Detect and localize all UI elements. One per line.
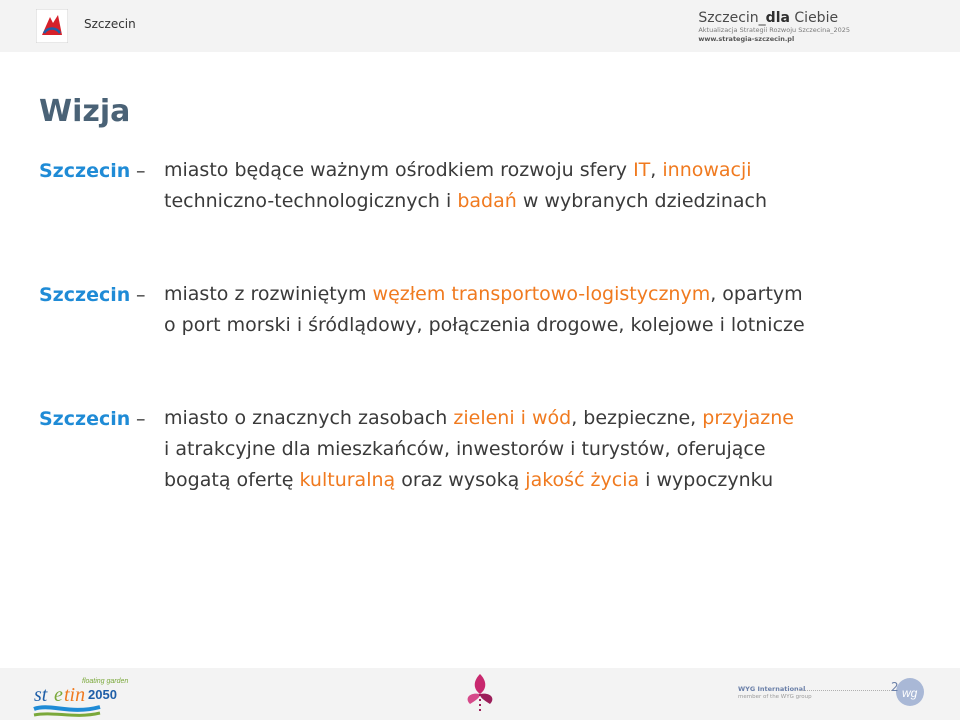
highlighted-keyword: badań	[457, 190, 517, 212]
statement-line	[164, 304, 939, 346]
statement-label: Szczecin	[39, 408, 131, 430]
text-segment: i atrakcyjne dla mieszkańców, inwestorów i turystów, oferujące	[164, 438, 766, 460]
statement-line	[164, 180, 939, 222]
text-segment: , bezpieczne,	[571, 407, 703, 429]
highlighted-keyword: kulturalną	[299, 469, 396, 491]
highlighted-keyword: IT	[633, 159, 651, 181]
top-header-bar	[0, 0, 960, 52]
statement-label: Szczecin	[39, 160, 131, 182]
svg-text:wg: wg	[902, 686, 918, 700]
highlighted-keyword: przyjazne	[702, 407, 794, 429]
text-segment: bogatą ofertę	[164, 469, 300, 491]
text-segment: w wybranych dziedzinach	[516, 190, 768, 212]
svg-text:st: st	[34, 684, 48, 706]
text-segment: o port morski i śródlądowy, połączenia drogowe, kolejowe i lotnicze	[164, 314, 805, 336]
statement-dash: –	[136, 284, 146, 306]
statement-text	[164, 160, 939, 222]
2050-text: 2050	[88, 687, 117, 702]
wyg-logo-icon	[894, 676, 926, 708]
floating-garden-2050-logo-icon	[30, 671, 130, 719]
svg-text:e: e	[54, 684, 63, 706]
statement-label: Szczecin	[39, 284, 131, 306]
wyg-international-text: WYG International	[738, 685, 806, 693]
statement-dash: –	[136, 160, 146, 182]
statement-text	[164, 284, 939, 346]
text-segment: miasto z rozwiniętym	[164, 283, 373, 305]
wyg-group-text: member of the WYG group	[738, 694, 812, 700]
footer-dotted-divider	[797, 690, 892, 691]
text-segment: techniczno-technologicznych i	[164, 190, 458, 212]
brand-title: Szczecin_dla Ciebie	[698, 10, 839, 26]
brand-url[interactable]: www.strategia-szczecin.pl	[698, 35, 795, 43]
szczecin-logo-text: Szczecin	[84, 17, 136, 31]
highlighted-keyword: węzłem transportowo-logistycznym	[372, 283, 711, 305]
page-number: 2	[891, 680, 899, 694]
statement-line	[164, 459, 939, 501]
statement-dash: –	[136, 408, 146, 430]
szczecin-floral-emblem-icon	[460, 670, 500, 718]
brand-subtitle: Aktualizacja Strategii Rozwoju Szczecina_2025	[698, 26, 850, 34]
text-segment: miasto będące ważnym ośrodkiem rozwoju sfery	[164, 159, 634, 181]
text-segment: ,	[650, 159, 663, 181]
text-segment: , opartym	[710, 283, 803, 305]
floating-garden-text: floating garden	[82, 678, 129, 685]
highlighted-keyword: innowacji	[662, 159, 752, 181]
highlighted-keyword: zieleni i wód	[453, 407, 572, 429]
text-segment: i wypoczynku	[639, 469, 774, 491]
text-segment: oraz wysoką	[395, 469, 526, 491]
page-title: Wizja	[39, 94, 131, 129]
svg-text:tin: tin	[64, 684, 86, 706]
strategy-brand-block	[698, 11, 850, 44]
footer-bar	[0, 668, 960, 720]
highlighted-keyword: jakość życia	[525, 469, 640, 491]
szczecin-city-logo-icon[interactable]	[36, 9, 68, 43]
statement-text	[164, 408, 939, 501]
text-segment: miasto o znacznych zasobach	[164, 407, 454, 429]
